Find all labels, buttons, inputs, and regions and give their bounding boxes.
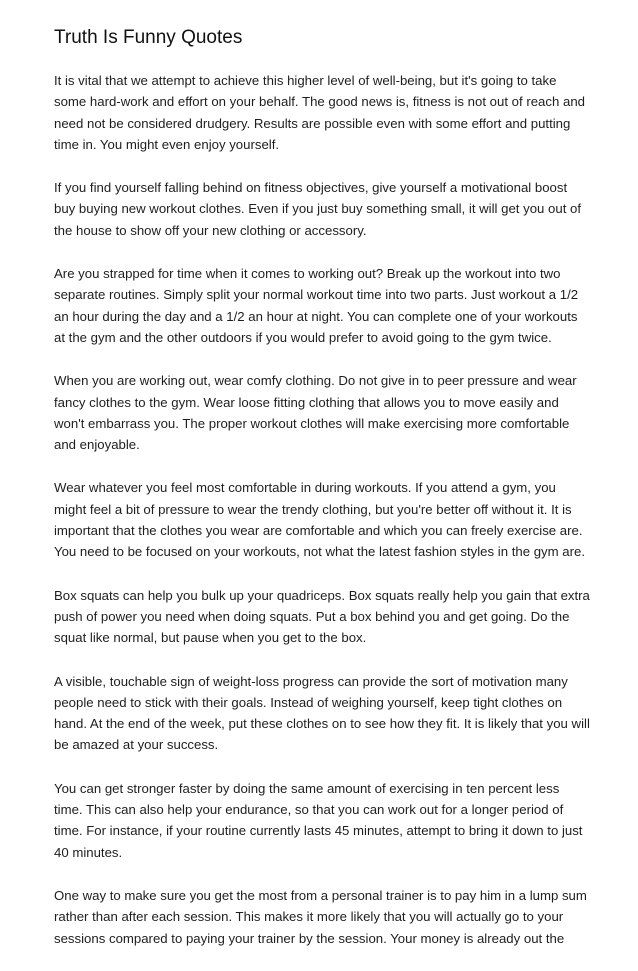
paragraph-6: Box squats can help you bulk up your quadriceps. Box squats really help you gain that extra push of power you need when doing squats. Put a box behind you and get going. Do the squat like normal, but pause when you get to the box. [54,587,590,646]
paragraph-4: When you are working out, wear comfy clothing. Do not give in to peer pressure and wear fancy clothes to the gym. Wear loose fitting clothing that allows you to move easily and won't embarrass you. The proper workout clothes will make exercising more comfortable and enjoyable. [54,373,577,453]
paragraph-8: You can get stronger faster by doing the same amount of exercising in ten percent less time. This can also help your endurance, so that you can work out for a longer period of time. For instance, if your routine currently lasts 45 minutes, attempt to bring it down to just 40 minutes. [54,780,583,860]
paragraph-9: One way to make sure you get the most from a personal trainer is to pay him in a lump sum rather than after each session. This makes it more likely that you will actually go to your sessions compared to paying your trainer by the session. Your money is already out the [54,887,587,946]
paragraph-2: If you find yourself falling behind on fitness objectives, give yourself a motivational boost buy buying new workout clothes. Even if you just buy something small, it will get you out of the house to show off your new clothing or accessory. [54,180,582,238]
page-title: Truth Is Funny Quotes [54,27,243,48]
paragraph-5: Wear whatever you feel most comfortable in during workouts. If you attend a gym, you might feel a bit of pressure to wear the trendy clothing, but you're better off without it. It is important that the clothes you wear are comfortable and which you can freely exercise are. You need to be focused on your workouts, not what the latest fashion styles in the gym are. [54,480,585,560]
document-page [54,26,590,971]
paragraph-7: A visible, touchable sign of weight-loss progress can provide the sort of motivation many people need to stick with their goals. Instead of weighing yourself, keep tight clothes on hand. At the end of the week, put these clothes on to see how they fit. It is likely that you will be amazed at your success. [54,673,590,753]
paragraph-1: It is vital that we attempt to achieve this higher level of well-being, but it's going to take some hard-work and effort on your behalf. The good news is, fitness is not out of reach and need not be considered drudgery. Results are possible even with some effort and putting time in. You might even enjoy yourself. [54,73,585,152]
paragraph-3: Are you strapped for time when it comes to working out? Break up the workout into two separate routines. Simply split your normal workout time into two parts. Just workout a 1/2 an hour during the day and a 1/2 an hour at night. You can complete one of your workouts at the gym and the other outdoors if you would prefer to avoid going to the gym twice. [54,266,579,345]
